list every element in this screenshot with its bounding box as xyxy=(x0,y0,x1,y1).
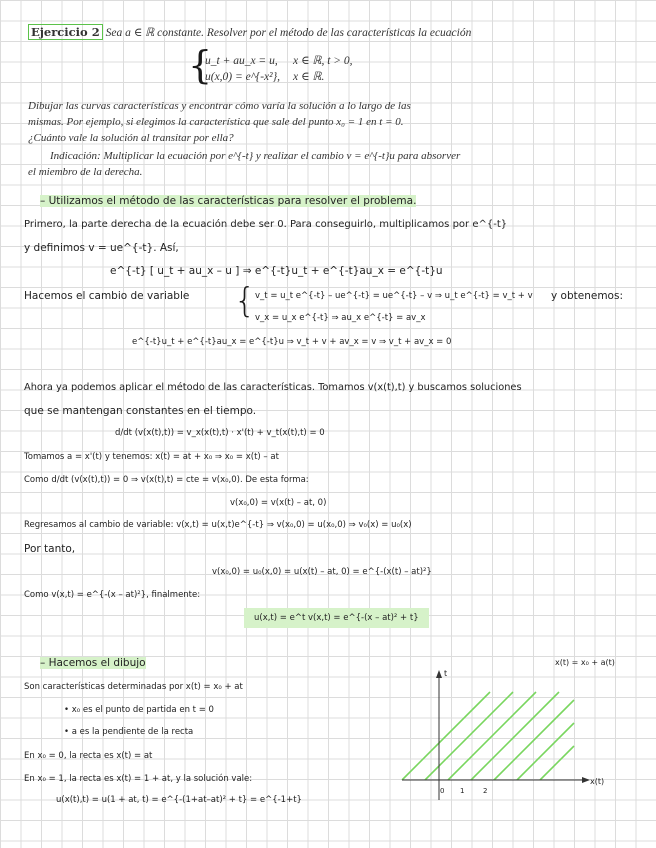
tick-1: 1 xyxy=(460,787,465,795)
s3-bullet-2: • a es la pendiente de la recta xyxy=(64,727,194,737)
s3-line-4: En x₀ = 0, la recta es x(t) = at xyxy=(24,751,153,761)
characteristic-line xyxy=(471,692,559,780)
s1-line-3: e^{-t} [ u_t + au_x – u ] ⇒ e^{-t}u_t + e^{-t}au_x = e^{-t}u xyxy=(110,265,443,277)
s2-line-4: Tomamos a = x'(t) y tenemos: x(t) = at + x₀ ⇒ x₀ = x(t) – at xyxy=(24,452,279,462)
s2-line-3: d/dt (v(x(t),t)) = v_x(x(t),t) · x'(t) + v_t(x(t),t) = 0 xyxy=(115,428,325,438)
para2-line-2: el miembro de la derecha. xyxy=(28,166,143,178)
s2-line-1: Ahora ya podemos aplicar el método de las características. Tomamos v(x(t),t) y buscamos soluciones xyxy=(24,382,522,393)
statement-intro: Sea a ∈ ℝ constante. Resolver por el método de las características la ecuación xyxy=(105,27,472,39)
s3-line-1: Son características determinadas por x(t) = x₀ + at xyxy=(24,682,243,692)
s3-line-6: u(x(t),t) = u(1 + at, t) = e^{-(1+at–at)² + t} = e^{-1+t} xyxy=(56,795,302,805)
t-axis-arrow xyxy=(436,670,442,678)
characteristic-line xyxy=(494,700,574,780)
system-eq-1: u_t + au_x = u, xyxy=(205,55,278,67)
characteristic-line xyxy=(402,692,490,780)
change-label: Hacemos el cambio de variable xyxy=(24,290,190,302)
s2-line-2: que se mantengan constantes en el tiempo. xyxy=(24,405,257,417)
system-brace: { xyxy=(188,43,213,87)
change-eq-2: v_x = u_x e^{-t} ⇒ au_x e^{-t} = av_x xyxy=(255,313,426,323)
t-axis-label: t xyxy=(444,669,448,678)
s3-bullet-1: • x₀ es el punto de partida en t = 0 xyxy=(64,705,214,715)
s2-line-9: v(x₀,0) = u₀(x,0) = u(x(t) – at, 0) = e^{-(x(t) – at)²} xyxy=(212,567,432,577)
tick-2: 2 xyxy=(483,787,488,795)
characteristic-line xyxy=(517,723,574,780)
change-tail: y obtenemos: xyxy=(551,290,623,302)
s2-line-10: Como v(x,t) = e^{-(x – at)²}, finalmente: xyxy=(24,590,201,600)
s2-line-6: v(x₀,0) = v(x(t) – at, 0) xyxy=(230,498,327,508)
change-eq-1: v_t = u_t e^{-t} – ue^{-t} = ue^{-t} – v ⇒ u_t e^{-t} = v_t + v xyxy=(255,291,533,301)
para1-line-3: ¿Cuánto vale la solución al transitar por ella? xyxy=(28,132,234,144)
s1-line-2: y definimos v = ue^{-t}. Así, xyxy=(24,242,179,254)
characteristic-line xyxy=(425,692,513,780)
tick-0: 0 xyxy=(440,787,445,795)
result-equation: e^{-t}u_t + e^{-t}au_x = e^{-t}u ⇒ v_t + v + av_x = v ⇒ v_t + av_x = 0 xyxy=(132,337,452,347)
final-solution: u(x,t) = e^t v(x,t) = e^{-(x – at)² + t} xyxy=(244,608,429,628)
s3-line-5: En x₀ = 1, la recta es x(t) = 1 + at, y la solución vale: xyxy=(24,774,253,784)
x-axis-arrow xyxy=(582,777,590,783)
para2-line-1: Indicación: Multiplicar la ecuación por e^{-t} y realizar el cambio v = e^{-t}u para absorver xyxy=(50,150,461,162)
characteristic-lines xyxy=(402,692,574,780)
exercise-label: Ejercicio 2 xyxy=(28,24,103,40)
para1-line-2: mismas. Por ejemplo, si elegimos la característica que sale del punto x₀ = 1 en t = 0. xyxy=(28,116,404,128)
s1-line-1: Primero, la parte derecha de la ecuación debe ser 0. Para conseguirlo, multiplicamos por e^{-t} xyxy=(24,219,508,230)
para1-line-1: Dibujar las curvas características y encontrar cómo varía la solución a lo largo de las xyxy=(28,100,411,112)
section1-heading: – Utilizamos el método de las características para resolver el problema. xyxy=(40,195,417,207)
statement-line-1 xyxy=(28,25,471,40)
s2-line-8: Por tanto, xyxy=(24,543,76,555)
x-axis-label: x(t) xyxy=(590,777,605,786)
section3-heading: – Hacemos el dibujo xyxy=(40,657,146,669)
system-domain-1: x ∈ ℝ, t > 0, xyxy=(293,55,353,67)
system-domain-2: x ∈ ℝ. xyxy=(293,71,325,83)
system-eq-2: u(x,0) = e^{-x²}, xyxy=(205,71,281,83)
graph-title: x(t) = x₀ + a(t) xyxy=(555,658,615,667)
change-brace: { xyxy=(234,281,256,321)
characteristic-line xyxy=(448,692,536,780)
s2-line-5: Como d/dt (v(x(t),t)) = 0 ⇒ v(x(t),t) = cte = v(x₀,0). De esta forma: xyxy=(24,475,309,485)
characteristics-graph xyxy=(396,660,620,806)
s2-line-7: Regresamos al cambio de variable: v(x,t) = u(x,t)e^{-t} ⇒ v(x₀,0) = u(x₀,0) ⇒ v₀(x) = u₀(x) xyxy=(24,520,412,530)
